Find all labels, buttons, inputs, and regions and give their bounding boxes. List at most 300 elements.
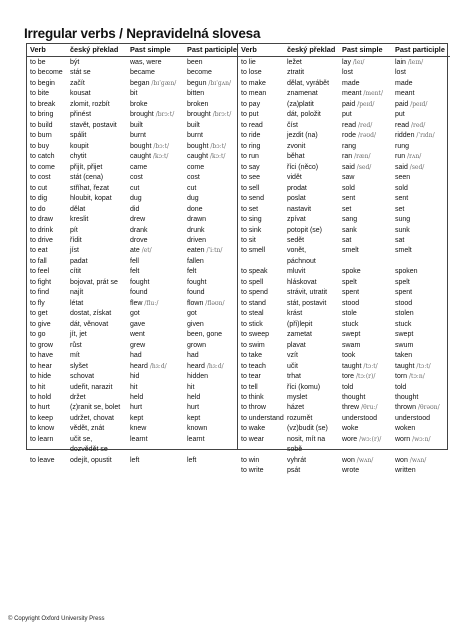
past-participle-cell: had	[187, 352, 199, 360]
header-verb: Verb	[241, 45, 257, 54]
verb-cell: to think	[241, 394, 264, 401]
table-row	[238, 456, 450, 466]
past-participle-cell: set	[395, 205, 405, 213]
past-participle-cell: sunk	[395, 226, 410, 234]
table-row	[27, 215, 237, 225]
verb-cell: to run	[241, 153, 259, 161]
translation-cell: najít	[70, 289, 84, 297]
verb-cell: to leave	[30, 456, 55, 464]
past-participle-cell: bought /bɔːt/	[187, 142, 227, 150]
translation-cell: padat	[70, 257, 88, 265]
translation-cell: myslet	[287, 394, 308, 401]
verb-cell: to stick	[241, 320, 263, 328]
past-participle-cell: cost	[187, 174, 200, 182]
table-body-left	[27, 58, 237, 466]
translation-cell: dostat, získat	[70, 310, 112, 318]
past-simple-cell: set	[342, 205, 352, 213]
translation-cell: strávit, utratit	[287, 289, 328, 297]
past-simple-cell: thought	[342, 394, 366, 401]
past-simple-cell: grew	[130, 341, 146, 349]
verb-cell: to sit	[241, 236, 256, 244]
past-simple-cell: paid /peɪd/	[342, 100, 375, 108]
past-participle-cell: cut	[187, 184, 197, 192]
past-simple-cell: hid	[130, 373, 140, 381]
past-simple-cell: put	[342, 111, 352, 119]
translation-cell: dozvědět se	[70, 446, 108, 454]
table-row	[238, 173, 450, 183]
translation-cell: schovat	[70, 373, 95, 381]
verb-cell: to wake	[241, 425, 266, 433]
table-row	[27, 372, 237, 382]
past-simple-cell: taught /tɔːt/	[342, 362, 378, 370]
table-row	[27, 246, 237, 256]
table-row	[238, 58, 450, 68]
table-row	[27, 445, 237, 455]
past-simple-cell: caught /kɔːt/	[130, 153, 169, 161]
translation-cell: zlomit, rozbít	[70, 100, 110, 108]
verb-cell: to catch	[30, 153, 55, 161]
translation-cell: sedět	[287, 236, 305, 244]
past-participle-cell: ridden /ˈrɪdn/	[395, 132, 435, 140]
past-simple-cell: smelt	[342, 247, 359, 255]
past-participle-cell: heard /hɜːd/	[187, 362, 224, 370]
past-participle-cell: bitten	[187, 90, 205, 98]
translation-cell: říci (něco)	[287, 163, 319, 171]
past-participle-cell: lain /leɪn/	[395, 59, 424, 66]
past-simple-cell: saw	[342, 174, 355, 182]
table-row	[27, 267, 237, 277]
past-simple-cell: had	[130, 352, 142, 360]
past-simple-cell: left	[130, 456, 140, 464]
past-simple-cell: brought /brɔːt/	[130, 111, 175, 119]
translation-cell: být	[70, 59, 80, 66]
past-participle-cell: begun /bɪˈɡʌn/	[187, 79, 231, 87]
past-simple-cell: drew	[130, 216, 146, 224]
translation-cell: mít	[70, 352, 80, 360]
past-simple-cell: said /sed/	[342, 163, 372, 171]
table-row	[238, 288, 450, 298]
past-participle-cell: hit	[187, 383, 195, 391]
table-row	[27, 414, 237, 424]
table-row	[238, 466, 450, 476]
verb-cell: to ring	[241, 142, 261, 150]
past-simple-cell: tore /tɔː(r)/	[342, 373, 376, 381]
past-participle-cell: said /sed/	[395, 163, 425, 171]
past-participle-cell: taught /tɔːt/	[395, 362, 431, 370]
past-simple-cell: made	[342, 79, 360, 87]
translation-cell: bojovat, prát se	[70, 278, 118, 286]
past-simple-cell: did	[130, 205, 140, 213]
table-row	[27, 299, 237, 309]
past-simple-cell: came	[130, 163, 148, 171]
past-simple-cell: sank	[342, 226, 357, 234]
past-participle-cell: hidden	[187, 373, 209, 381]
past-simple-cell: understood	[342, 414, 378, 422]
table-row	[238, 351, 450, 361]
past-simple-cell: spoke	[342, 268, 361, 276]
past-simple-cell: sat	[342, 236, 352, 244]
verb-cell: to eat	[30, 247, 48, 255]
table-row	[238, 142, 450, 152]
table-row	[27, 362, 237, 372]
past-simple-cell: dug	[130, 195, 142, 203]
verb-cell: to buy	[30, 142, 50, 150]
past-simple-cell: threw /θruː/	[342, 404, 378, 412]
translation-cell: řídit	[70, 236, 82, 244]
verb-cell: to set	[241, 205, 259, 213]
translation-cell: (za)platit	[287, 100, 314, 108]
past-participle-cell: broken	[187, 100, 209, 108]
past-simple-cell: felt	[130, 268, 140, 276]
past-participle-cell: sat	[395, 236, 405, 244]
table-row	[238, 435, 450, 445]
translation-cell: dát, věnovat	[70, 320, 109, 328]
translation-cell: jít, jet	[70, 331, 87, 339]
table-row	[27, 194, 237, 204]
translation-cell: slyšet	[70, 362, 88, 370]
table-row	[238, 184, 450, 194]
translation-cell: (při)lepit	[287, 320, 313, 328]
past-simple-cell: woke	[342, 425, 359, 433]
table-header	[238, 44, 450, 57]
translation-cell: nosit, mít na	[287, 435, 326, 443]
table-row	[238, 393, 450, 403]
past-participle-cell: thrown /θrəʊn/	[395, 404, 440, 412]
past-simple-cell: took	[342, 352, 356, 360]
past-simple-cell: stuck	[342, 320, 359, 328]
past-participle-cell: drawn	[187, 216, 207, 224]
verb-cell: to hide	[30, 373, 52, 381]
past-participle-cell: paid /peɪd/	[395, 100, 428, 108]
past-participle-cell: sung	[395, 216, 411, 224]
past-participle-cell: taken	[395, 352, 413, 360]
translation-cell: vyhrát	[287, 456, 307, 464]
table-body-right	[238, 58, 450, 477]
verb-cell: to see	[241, 174, 261, 182]
verb-cell: to sing	[241, 216, 262, 224]
verb-cell: to drive	[30, 236, 53, 244]
past-simple-cell: cost	[130, 174, 143, 182]
past-participle-cell: lost	[395, 69, 406, 77]
table-row	[238, 79, 450, 89]
translation-cell: znamenat	[287, 90, 318, 98]
past-participle-cell: drunk	[187, 226, 205, 234]
past-simple-cell: won /wʌn/	[342, 456, 374, 464]
verb-cell: to sweep	[241, 331, 270, 339]
table-row	[238, 424, 450, 434]
verb-cell: to bring	[30, 111, 54, 119]
past-participle-cell: put	[395, 111, 405, 119]
table-row	[27, 121, 237, 131]
table-row	[27, 89, 237, 99]
past-participle-cell: rung	[395, 142, 410, 150]
table-row	[27, 226, 237, 236]
verb-cell: to break	[30, 100, 56, 108]
translation-cell: stříhat, řezat	[70, 184, 109, 192]
table-row	[27, 152, 237, 162]
table-row	[238, 341, 450, 351]
past-participle-cell: understood	[395, 414, 431, 422]
translation-cell: dát, položit	[287, 111, 321, 119]
translation-cell: pít	[70, 226, 78, 234]
table-row	[238, 403, 450, 413]
table-row	[27, 403, 237, 413]
verb-cell: to keep	[30, 414, 53, 422]
translation-cell: stavět, postavit	[70, 121, 117, 129]
verb-cell: to wear	[241, 435, 264, 443]
translation-cell: jíst	[70, 247, 79, 255]
table-row	[27, 278, 237, 288]
past-participle-cell: been	[187, 59, 203, 66]
past-simple-cell: rang	[342, 142, 357, 150]
translation-cell: páchnout	[287, 257, 316, 265]
translation-cell: rozumět	[287, 414, 313, 422]
past-simple-cell: swept	[342, 331, 361, 339]
verb-cell: to get	[30, 310, 48, 318]
header-past-participle: Past participle	[187, 45, 237, 54]
past-participle-cell: left	[187, 456, 197, 464]
table-row	[27, 163, 237, 173]
translation-cell: ztratit	[287, 69, 305, 77]
past-simple-cell: was, were	[130, 59, 162, 66]
table-row	[238, 383, 450, 393]
past-participle-cell: driven	[187, 236, 207, 244]
table-row	[238, 278, 450, 288]
table-row	[27, 383, 237, 393]
table-row	[27, 142, 237, 152]
verb-cell: to throw	[241, 404, 266, 412]
past-simple-cell: burnt	[130, 132, 146, 140]
translation-cell: přijít, přijet	[70, 163, 103, 171]
past-participle-cell: made	[395, 79, 413, 87]
past-participle-cell: held	[187, 394, 201, 401]
translation-cell: držet	[70, 394, 86, 401]
past-participle-cell: written	[395, 467, 416, 475]
page-title: Irregular verbs / Nepravidelná slovesa	[24, 26, 261, 41]
verb-cell: to dig	[30, 195, 48, 203]
past-participle-cell: found	[187, 289, 205, 297]
verb-cell: to feel	[30, 268, 50, 276]
translation-cell: odejít, opustit	[70, 456, 112, 464]
table-row	[238, 215, 450, 225]
table-row	[27, 309, 237, 319]
translation-cell: říci (komu)	[287, 383, 321, 391]
table-row	[238, 445, 450, 455]
copyright-notice: © Copyright Oxford University Press	[8, 616, 105, 622]
past-participle-cell: fought	[187, 278, 207, 286]
translation-cell: začít	[70, 79, 85, 87]
table-row	[238, 267, 450, 277]
table-row	[27, 184, 237, 194]
past-simple-cell: gave	[130, 320, 146, 328]
table-row	[238, 131, 450, 141]
translation-cell: psát	[287, 467, 301, 475]
translation-cell: kreslit	[70, 216, 89, 224]
past-participle-cell: smelt	[395, 247, 412, 255]
table-row	[27, 330, 237, 340]
table-row	[27, 435, 237, 445]
translation-cell: plavat	[287, 341, 306, 349]
irregular-verbs-table	[26, 43, 448, 475]
translation-cell: hloubit, kopat	[70, 195, 112, 203]
verb-cell: to go	[30, 331, 46, 339]
past-participle-cell: sent	[395, 195, 409, 203]
verb-cell: to teach	[241, 362, 266, 370]
past-simple-cell: lay /leɪ/	[342, 59, 365, 66]
past-participle-cell: burnt	[187, 132, 203, 140]
header-past-simple: Past simple	[342, 45, 383, 54]
verb-cell: to build	[30, 121, 53, 129]
past-simple-cell: wrote	[342, 467, 360, 475]
translation-cell: dělat, vyrábět	[287, 79, 330, 87]
verb-cell: to have	[30, 352, 53, 360]
past-simple-cell: drank	[130, 226, 148, 234]
table-row	[27, 351, 237, 361]
translation-cell: stát se	[70, 69, 91, 77]
past-participle-cell: seen	[395, 174, 411, 182]
translation-cell: vědět, znát	[70, 425, 105, 433]
past-simple-cell: found	[130, 289, 148, 297]
verb-cell: to learn	[30, 435, 54, 443]
past-simple-cell: hit	[130, 383, 138, 391]
verb-cell: to drink	[30, 226, 53, 234]
past-participle-cell: fallen	[187, 257, 204, 265]
verb-cell: to make	[241, 79, 266, 87]
verb-cell: to lie	[241, 59, 256, 66]
verb-cell: to give	[30, 320, 51, 328]
translation-cell: spálit	[70, 132, 87, 140]
table-row	[27, 393, 237, 403]
table-row	[27, 205, 237, 215]
verb-cell: to sell	[241, 184, 260, 192]
table-row	[238, 236, 450, 246]
table-row	[238, 246, 450, 256]
past-simple-cell: sold	[342, 184, 355, 192]
past-simple-cell: kept	[130, 414, 144, 422]
header-past-simple: Past simple	[130, 45, 171, 54]
table-row	[27, 456, 237, 466]
past-participle-cell: eaten /ˈiːtn/	[187, 247, 223, 255]
verb-cell: to spell	[241, 278, 264, 286]
past-participle-cell: told	[395, 383, 407, 391]
past-simple-cell: told	[342, 383, 354, 391]
translation-cell: (vz)budit (se)	[287, 425, 328, 433]
past-participle-cell: built	[187, 121, 200, 129]
past-participle-cell: spoken	[395, 268, 418, 276]
translation-cell: přinést	[70, 111, 92, 119]
verb-cell: to hear	[30, 362, 52, 370]
table-row	[238, 414, 450, 424]
past-simple-cell: sang	[342, 216, 358, 224]
verb-cell: to hold	[30, 394, 52, 401]
past-participle-cell: swept	[395, 331, 414, 339]
translation-cell: dělat	[70, 205, 86, 213]
translation-cell: potopit (se)	[287, 226, 323, 234]
table-row	[238, 309, 450, 319]
verb-cell: to ride	[241, 132, 261, 140]
past-simple-cell: ate /et/	[130, 247, 152, 255]
verb-cell: to pay	[241, 100, 261, 108]
verb-cell: to fight	[30, 278, 52, 286]
header-verb: Verb	[30, 45, 46, 54]
translation-cell: vidět	[287, 174, 302, 182]
translation-cell: udeřit, narazit	[70, 383, 113, 391]
past-simple-cell: drove	[130, 236, 148, 244]
past-participle-cell: given	[187, 320, 204, 328]
verb-cell: to cut	[30, 184, 48, 192]
past-simple-cell: hurt	[130, 404, 143, 412]
translation-cell: učit se,	[70, 435, 93, 443]
verb-cell: to tell	[241, 383, 258, 391]
past-simple-cell: rode /rəʊd/	[342, 132, 376, 140]
translation-cell: kousat	[70, 90, 91, 98]
verb-cell: to come	[30, 163, 55, 171]
verb-cell: to understand	[241, 414, 284, 422]
translation-cell: učit	[287, 362, 298, 370]
translation-cell: růst	[70, 341, 82, 349]
past-participle-cell: grown	[187, 341, 207, 349]
past-simple-cell: held	[130, 394, 144, 401]
table-row	[238, 362, 450, 372]
verb-cell: to lose	[241, 69, 262, 77]
past-participle-cell: spent	[395, 289, 413, 297]
past-participle-cell: stolen	[395, 310, 414, 318]
table-row	[238, 257, 450, 267]
table-row	[27, 236, 237, 246]
past-participle-cell: known	[187, 425, 208, 433]
translation-cell: zametat	[287, 331, 312, 339]
table-row	[238, 89, 450, 99]
verb-cell: to mean	[241, 90, 267, 98]
past-participle-cell: sold	[395, 184, 408, 192]
translation-cell: číst	[287, 121, 298, 129]
translation-cell: cítit	[70, 268, 81, 276]
header-translation: český překlad	[287, 45, 336, 54]
verb-cell: to know	[30, 425, 55, 433]
translation-cell: udržet, chovat	[70, 414, 114, 422]
past-simple-cell: broke	[130, 100, 148, 108]
past-simple-cell: sent	[342, 195, 356, 203]
verb-cell: to hit	[30, 383, 46, 391]
translation-cell: házet	[287, 404, 305, 412]
verb-cell: to put	[241, 111, 259, 119]
past-simple-cell: lost	[342, 69, 353, 77]
table-row	[27, 58, 237, 68]
verb-cell: to draw	[30, 216, 53, 224]
translation-cell: nastavit	[287, 205, 312, 213]
past-participle-cell: got	[187, 310, 197, 318]
past-simple-cell: flew /fluː/	[130, 299, 159, 307]
translation-cell: prodat	[287, 184, 307, 192]
past-simple-cell: stood	[342, 299, 360, 307]
table-row	[27, 100, 237, 110]
table-row	[27, 68, 237, 78]
verb-cell: to be	[30, 59, 46, 66]
past-simple-cell: heard /hɜːd/	[130, 362, 167, 370]
translation-cell: jezdit (na)	[287, 132, 318, 140]
translation-cell: chytit	[70, 153, 87, 161]
translation-cell: ležet	[287, 59, 302, 66]
table-row	[238, 194, 450, 204]
header-translation: český překlad	[70, 45, 119, 54]
verb-cell: to win	[241, 456, 260, 464]
past-simple-cell: became	[130, 69, 155, 77]
translation-cell: běhat	[287, 153, 305, 161]
translation-cell: zpívat	[287, 216, 306, 224]
verb-cell: to cost	[30, 174, 51, 182]
past-participle-cell: kept	[187, 414, 201, 422]
past-simple-cell: swam	[342, 341, 361, 349]
